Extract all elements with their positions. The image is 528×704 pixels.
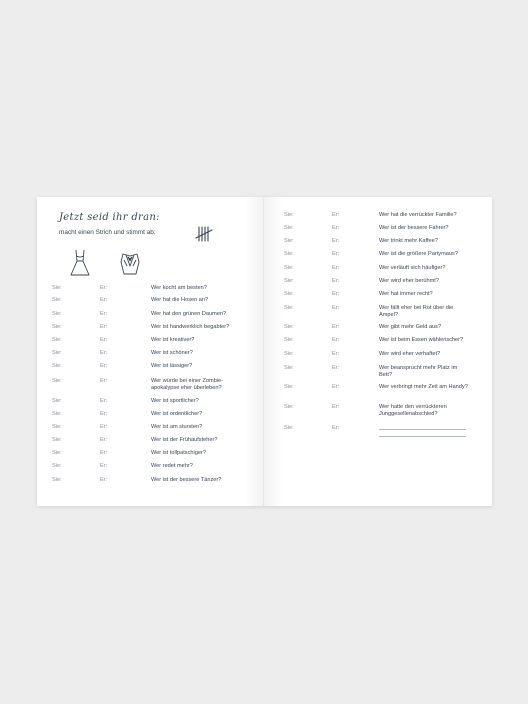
question-row xyxy=(37,378,257,398)
question-text: Wer ist tollpatschiger? xyxy=(151,450,206,456)
sie-label: Sie: xyxy=(52,324,62,330)
er-label: Er: xyxy=(100,450,108,456)
sie-label: Sie: xyxy=(52,398,62,404)
question-text: Wer ist beim Essen wählerischer? xyxy=(379,337,464,343)
sie-label: Sie: xyxy=(284,291,294,297)
sie-label: Sie: xyxy=(52,477,62,483)
question-text: Wer ist lässiger? xyxy=(151,363,193,369)
er-label: Er: xyxy=(100,424,108,430)
sie-label: Sie: xyxy=(284,324,294,330)
question-text: Wer hat die Hosen an? xyxy=(151,297,209,303)
sie-label: Sie: xyxy=(284,425,294,431)
er-label: Er: xyxy=(100,285,108,291)
er-label: Er: xyxy=(100,398,108,404)
er-label: Er: xyxy=(332,337,340,343)
er-label: Er: xyxy=(332,238,340,244)
question-text: Wer verbringt mehr Zeit am Handy? xyxy=(379,384,468,390)
sie-label: Sie: xyxy=(284,225,294,231)
question-text: Wer würde bei einer Zombie-apokalypse eher überleben? xyxy=(151,378,224,392)
sie-label: Sie: xyxy=(284,278,294,284)
sie-label: Sie: xyxy=(52,350,62,356)
er-label: Er: xyxy=(332,291,340,297)
question-text: Wer ist die größere Partymaus? xyxy=(379,251,458,257)
er-label: Er: xyxy=(332,212,340,218)
question-text: Wer ist sportlicher? xyxy=(151,398,199,404)
question-text: Wer beansprucht mehr Platz im Bett? xyxy=(379,365,458,379)
question-row xyxy=(37,477,257,497)
question-row xyxy=(264,365,484,385)
sie-label: Sie: xyxy=(52,311,62,317)
question-text: Wer wird eher verhaftet? xyxy=(379,351,441,357)
sie-label: Sie: xyxy=(52,424,62,430)
dress-icon xyxy=(69,249,91,277)
question-text: Wer hat immer recht? xyxy=(379,291,433,297)
question-text: Wer ist schöner? xyxy=(151,350,193,356)
sie-label: Sie: xyxy=(284,265,294,271)
question-text: Wer wird eher berühmt? xyxy=(379,278,439,284)
question-text: Wer hat die verrückter Familie? xyxy=(379,212,457,218)
er-label: Er: xyxy=(100,437,108,443)
er-label: Er: xyxy=(100,324,108,330)
question-text: Wer ist ordentlicher? xyxy=(151,411,203,417)
page-subtitle: macht einen Strich und stimmt ab: xyxy=(59,229,156,236)
right-page xyxy=(264,197,492,506)
question-row xyxy=(264,425,484,445)
booklet-spread xyxy=(37,197,492,506)
er-label: Er: xyxy=(100,463,108,469)
er-label: Er: xyxy=(100,350,108,356)
question-text: Wer ist kreativer? xyxy=(151,337,195,343)
er-label: Er: xyxy=(100,378,108,384)
sie-label: Sie: xyxy=(52,337,62,343)
er-label: Er: xyxy=(332,324,340,330)
er-label: Er: xyxy=(332,278,340,284)
er-label: Er: xyxy=(332,265,340,271)
er-label: Er: xyxy=(332,404,340,410)
er-label: Er: xyxy=(332,305,340,311)
sie-label: Sie: xyxy=(284,305,294,311)
er-label: Er: xyxy=(332,384,340,390)
sie-label: Sie: xyxy=(284,351,294,357)
question-text: Wer hat den grünen Daumen? xyxy=(151,311,227,317)
question-text: Wer fällt eher bei Rot über die Ampel? xyxy=(379,305,454,319)
question-text: Wer ist am stursten? xyxy=(151,424,203,430)
er-label: Er: xyxy=(100,477,108,483)
question-row xyxy=(264,384,484,404)
sie-label: Sie: xyxy=(284,365,294,371)
er-label: Er: xyxy=(100,363,108,369)
er-label: Er: xyxy=(332,225,340,231)
question-text: Wer gibt mehr Geld aus? xyxy=(379,324,442,330)
sie-label: Sie: xyxy=(284,238,294,244)
er-label: Er: xyxy=(100,411,108,417)
sie-label: Sie: xyxy=(284,337,294,343)
sie-label: Sie: xyxy=(52,285,62,291)
er-label: Er: xyxy=(332,351,340,357)
question-text: Wer ist der bessere Tänzer? xyxy=(151,477,222,483)
er-label: Er: xyxy=(332,251,340,257)
sie-label: Sie: xyxy=(52,363,62,369)
tally-marks-icon xyxy=(195,224,213,244)
er-label: Er: xyxy=(332,425,340,431)
question-text: Wer ist handwerklich begabter? xyxy=(151,324,230,330)
sie-label: Sie: xyxy=(284,404,294,410)
answer-line xyxy=(379,436,466,437)
sie-label: Sie: xyxy=(52,411,62,417)
page-title: Jetzt seid ihr dran: xyxy=(59,212,160,223)
sie-label: Sie: xyxy=(52,297,62,303)
question-text: Wer ist der Frühaufsteher? xyxy=(151,437,218,443)
question-text: Wer trinkt mehr Kaffee? xyxy=(379,238,438,244)
sie-label: Sie: xyxy=(284,384,294,390)
er-label: Er: xyxy=(100,297,108,303)
question-text: Wer kocht am besten? xyxy=(151,285,207,291)
sie-label: Sie: xyxy=(284,251,294,257)
question-row xyxy=(264,404,484,424)
sie-label: Sie: xyxy=(284,212,294,218)
sie-label: Sie: xyxy=(52,378,62,384)
question-text: Wer ist der bessere Fahrer? xyxy=(379,225,449,231)
er-label: Er: xyxy=(332,365,340,371)
answer-line xyxy=(379,429,466,430)
er-label: Er: xyxy=(100,311,108,317)
suit-icon xyxy=(119,252,141,276)
er-label: Er: xyxy=(100,337,108,343)
question-text: Wer verläuft sich häufiger? xyxy=(379,265,446,271)
sie-label: Sie: xyxy=(52,463,62,469)
left-page xyxy=(37,197,264,506)
sie-label: Sie: xyxy=(52,450,62,456)
question-text: Wer redet mehr? xyxy=(151,463,193,469)
question-row xyxy=(264,305,484,325)
question-text: Wer hatte den verrückteren Junggesellenabschied? xyxy=(379,404,447,418)
sie-label: Sie: xyxy=(52,437,62,443)
